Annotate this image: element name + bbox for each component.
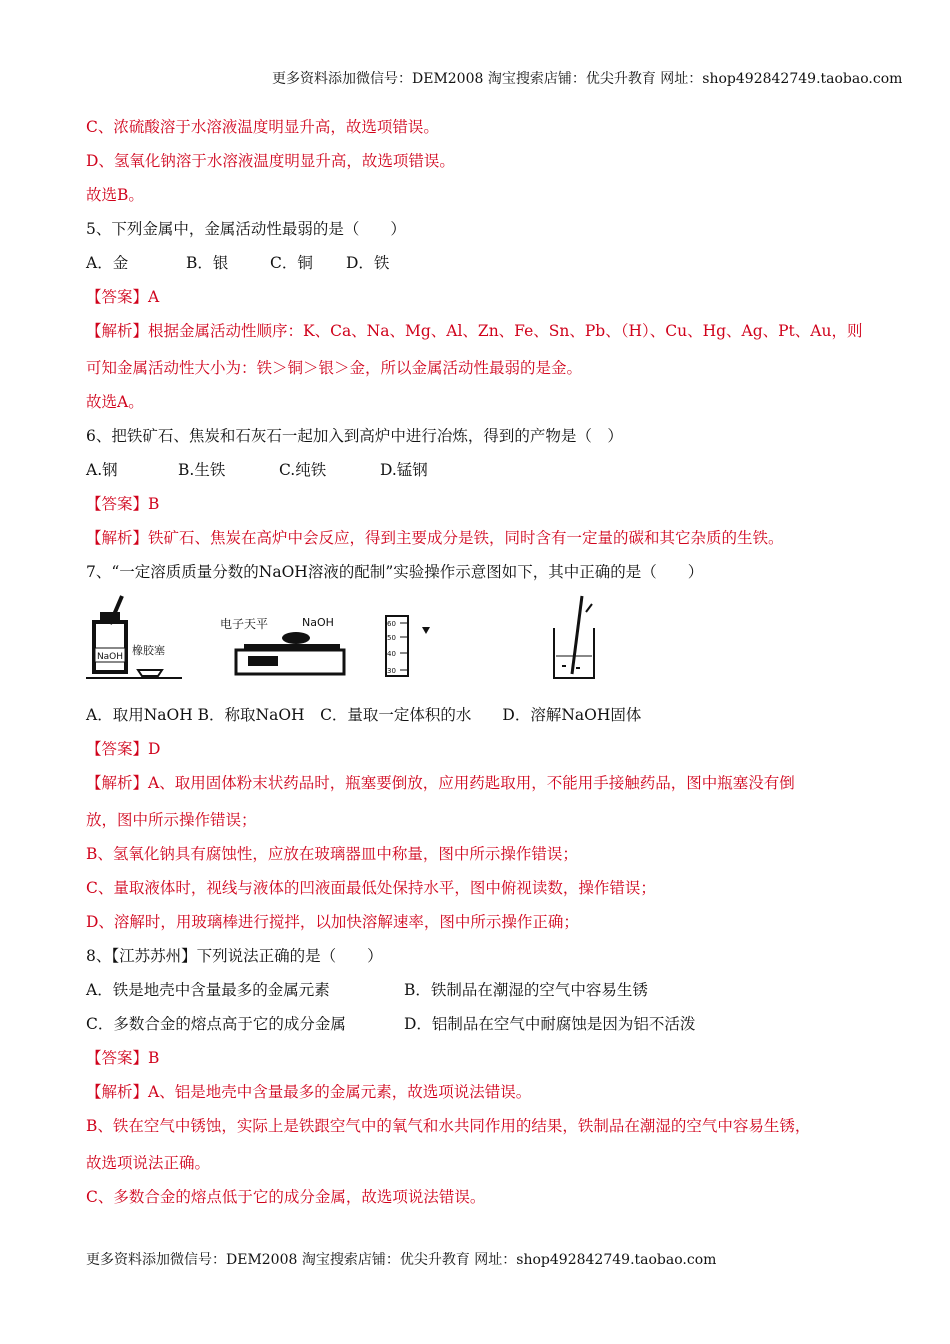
q6-stem: 6、把铁矿石、焦炭和石灰石一起加入到高炉中进行冶炼，得到的产物是（ ） — [86, 427, 623, 445]
q8-stem: 8、【江苏苏州】下列说法正确的是（ ） — [86, 947, 383, 965]
eye-sight-icon — [422, 627, 430, 634]
q7-explanation-d: D、溶解时，用玻璃棒进行搅拌，以加快溶解速率，图中所示操作正确； — [86, 913, 579, 931]
q8-explanation-b-2: 故选项说法正确。 — [86, 1154, 211, 1172]
q8-explanation-b-1: B、铁在空气中锈蚀，实际上是铁跟空气中的氧气和水共同作用的结果，铁制品在潮湿的空气中容易生锈， — [86, 1117, 811, 1135]
q8-options-row-1 — [86, 980, 648, 1000]
reagent-bottle — [94, 622, 126, 672]
page-footer: 更多资料添加微信号：DEM2008 淘宝搜索店铺：优尖升教育 网址：shop492842749.taobao.com — [86, 1252, 717, 1268]
q6-option-c: C.纯铁 — [279, 461, 327, 479]
q8-option-b: B．铁制品在潮湿的空气中容易生锈 — [404, 981, 648, 999]
q5-options — [86, 253, 389, 273]
q7-explanation-b: B、氢氧化钠具有腐蚀性，应放在玻璃器皿中称量，图中所示操作错误； — [86, 845, 578, 863]
prev-explanation-c: C、浓硫酸溶于水溶液温度明显升高，故选项错误。 — [86, 118, 439, 136]
q5-explanation-1: 【解析】根据金属活动性顺序：K、Ca、Na、Mg、Al、Zn、Fe、Sn、Pb、（H）、Cu、Hg、Ag、Pt、Au，则 — [86, 322, 863, 340]
q7-figure-c — [380, 594, 450, 682]
balance-label: 电子天平 — [220, 617, 269, 631]
q7-stem: 7、“一定溶质质量分数的NaOH溶液的配制”实验操作示意图如下，其中正确的是（ ） — [86, 563, 704, 581]
q5-option-a: A．金 — [86, 254, 129, 272]
q5-option-d: D．铁 — [346, 254, 390, 272]
q7-explanation-2: 放，图中所示操作错误； — [86, 811, 257, 829]
q7-explanation-1: 【解析】A、取用固体粉末状药品时，瓶塞要倒放，应用药匙取用，不能用手接触药品，图中瓶塞没有倒 — [86, 774, 795, 792]
q6-options — [86, 460, 428, 480]
q7-figure-a — [86, 594, 186, 682]
q6-option-a: A.钢 — [86, 461, 118, 479]
bottle-label: NaOH — [96, 652, 124, 662]
q5-explanation-2: 可知金属活动性大小为：铁＞铜＞银＞金，所以金属活动性最弱的是金。 — [86, 359, 583, 377]
naoh-pile — [282, 632, 310, 644]
q7-figure-b — [212, 594, 348, 682]
q8-explanation-c: C、多数合金的熔点低于它的成分金属，故选项说法错误。 — [86, 1188, 486, 1206]
tick-label-50: 50 — [387, 634, 396, 642]
q6-option-b: B.生铁 — [178, 461, 226, 479]
q6-option-d: D.锰钢 — [380, 461, 428, 479]
glass-rod — [572, 596, 582, 674]
tick-label-40: 40 — [387, 650, 396, 658]
prev-conclusion: 故选B。 — [86, 186, 144, 204]
q5-option-b: B．银 — [186, 254, 229, 272]
q7-figure-d — [548, 594, 608, 682]
q5-stem: 5、下列金属中，金属活动性最弱的是（ ） — [86, 220, 406, 238]
q8-explanation-a: 【解析】A、铝是地壳中含量最多的金属元素，故选项说法错误。 — [86, 1083, 532, 1101]
q8-option-c: C．多数合金的熔点高于它的成分金属 — [86, 1015, 346, 1033]
q5-conclusion: 故选A。 — [86, 393, 144, 411]
q6-answer: 【答案】B — [86, 495, 160, 513]
tick-label-30: 30 — [387, 667, 396, 675]
page-header: 更多资料添加微信号：DEM2008 淘宝搜索店铺：优尖升教育 网址：shop492842749.taobao.com — [272, 71, 903, 87]
q8-option-a: A．铁是地壳中含量最多的金属元素 — [86, 981, 330, 999]
prev-explanation-d: D、氢氧化钠溶于水溶液温度明显升高，故选项错误。 — [86, 152, 455, 170]
balance-chem-label: NaOH — [302, 616, 334, 629]
q7-answer: 【答案】D — [86, 740, 161, 758]
q8-options-row-2 — [86, 1014, 695, 1034]
stopper — [138, 670, 162, 676]
stopper-label: 橡胶塞 — [132, 644, 165, 657]
q5-answer: 【答案】A — [86, 288, 160, 306]
q6-explanation: 【解析】铁矿石、焦炭在高炉中会反应，得到主要成分是铁，同时含有一定量的碳和其它杂质的生铁。 — [86, 529, 784, 547]
q8-option-d: D．铝制品在空气中耐腐蚀是因为铝不活泼 — [404, 1015, 696, 1033]
q7-explanation-c: C、量取液体时，视线与液体的凹液面最低处保持水平，图中俯视读数，操作错误； — [86, 879, 656, 897]
stir-arrow-icon — [586, 604, 592, 612]
balance-display — [248, 656, 278, 666]
q8-answer: 【答案】B — [86, 1049, 160, 1067]
q5-option-c: C．铜 — [270, 254, 313, 272]
q7-options: A．取用NaOH B．称取NaOH C．量取一定体积的水 D．溶解NaOH固体 — [86, 706, 642, 724]
tick-label-60: 60 — [387, 620, 396, 628]
